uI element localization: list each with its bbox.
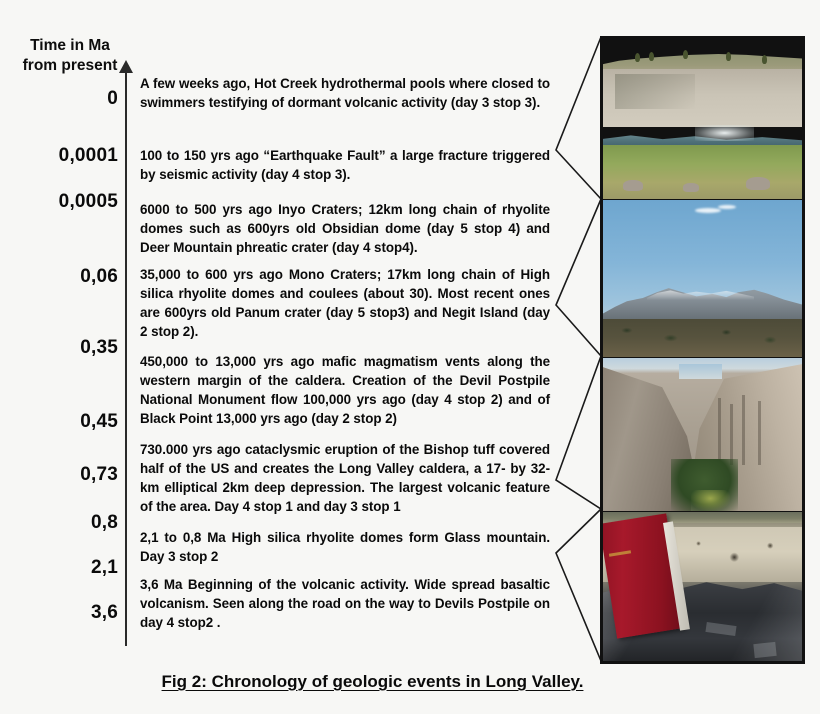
- photo-tuff-column: [758, 401, 761, 465]
- event-description: 3,6 Ma Beginning of the volcanic activity. Wide spread basaltic volcanism. Seen along the road on the way to Devils Postpile on day 4 stop2 .: [140, 577, 550, 631]
- photo-tuff-column: [742, 395, 745, 465]
- photo-tree: [683, 50, 688, 59]
- connector-line: [556, 509, 601, 661]
- photo-obsidian-facet: [754, 642, 777, 658]
- event-description: 2,1 to 0,8 Ma High silica rhyolite domes form Glass mountain. Day 3 stop 2: [140, 530, 550, 565]
- event-description: 100 to 150 yrs ago “Earthquake Fault” a large fracture triggered by seismic activity (day 4 stop 3).: [140, 148, 550, 183]
- photo-tree: [649, 52, 654, 61]
- photo-volcanic-domes: [603, 282, 802, 323]
- photo-cloud: [695, 208, 721, 213]
- photo-mono-craters-domes: [603, 199, 802, 357]
- timeline-axis: [125, 70, 127, 646]
- time-tick-label: 2,1: [90, 557, 118, 578]
- photo-grass-patch: [691, 490, 731, 511]
- event-description: 6000 to 500 yrs ago Inyo Craters; 12km long chain of rhyolite domes such as 600yrs old Obsidian dome (day 5 stop 4) and Deer Mountain phreatic crater (day 4 stop4).: [140, 202, 550, 256]
- photo-meadow: [603, 145, 802, 199]
- connector-line: [556, 37, 601, 199]
- photo-boulder: [623, 180, 643, 191]
- time-tick-label: 0,0005: [58, 191, 118, 212]
- photo-slope-shadow: [615, 74, 695, 109]
- time-tick-label: 0,06: [80, 266, 118, 287]
- photo-tree: [762, 55, 767, 64]
- photo-obsidian-glass-mountain-outcrop: [603, 511, 802, 664]
- figure-caption: Fig 2: Chronology of geologic events in Long Valley.: [161, 672, 584, 691]
- connector-line: [556, 199, 601, 356]
- photo-boulder: [683, 183, 699, 192]
- photo-tuff-column: [730, 404, 733, 465]
- time-tick-label: 0: [107, 88, 118, 109]
- photo-dome-highlights: [647, 288, 754, 301]
- time-tick-label: 0,73: [80, 464, 118, 485]
- photo-tree: [635, 53, 640, 62]
- time-tick-label: 0,0001: [58, 145, 118, 166]
- photo-sky: [679, 364, 723, 379]
- photo-boulder: [746, 177, 770, 190]
- time-tick-label: 0,45: [80, 411, 118, 432]
- photo-cloud: [718, 205, 736, 209]
- event-description: 730.000 yrs ago cataclysmic eruption of the Bishop tuff covered half of the US and creates the Long Valley caldera, a 17- by 32-km elliptical 2km deep depression. The largest volcanic feature of the area. Day 4 stop 1 and day 3 stop 1: [140, 442, 550, 515]
- photo-bishop-tuff-gorge: [603, 357, 802, 511]
- time-labels-column: [0, 0, 118, 714]
- photo-sagebrush-flat: [603, 319, 802, 357]
- axis-title-line2: from present: [22, 57, 118, 75]
- event-description: A few weeks ago, Hot Creek hydrothermal pools where closed to swimmers testifying of dormant volcanic activity (day 3 stop 3).: [140, 76, 550, 111]
- photo-hot-creek-hydrothermal-pools: [603, 39, 802, 199]
- photo-tree: [726, 52, 731, 61]
- photo-stack: [600, 36, 805, 664]
- time-tick-label: 3,6: [90, 602, 118, 623]
- connector-line: [556, 356, 601, 509]
- event-description: 450,000 to 13,000 yrs ago mafic magmatism vents along the western margin of the caldera. Creation of the Devil Postpile National Monument flow 100,000 yrs ago (day 4 stop 2) and of Black Point 13,000 yrs ago (day 2 stop 2): [140, 354, 550, 427]
- event-description: 35,000 to 600 yrs ago Mono Craters; 17km long chain of High silica rhyolite domes and coulees (about 30). Most recent ones are 600yrs old Panum crater (day 5 stop3) and Negit Island (day 2 stop 2).: [140, 267, 550, 340]
- time-tick-label: 0,8: [90, 512, 118, 533]
- time-tick-label: 0,35: [80, 337, 118, 358]
- event-blocks-column: [140, 0, 552, 714]
- photo-steam-plume: [695, 125, 755, 141]
- axis-title-line1: Time in Ma: [30, 37, 110, 54]
- photo-tuff-column: [718, 398, 721, 465]
